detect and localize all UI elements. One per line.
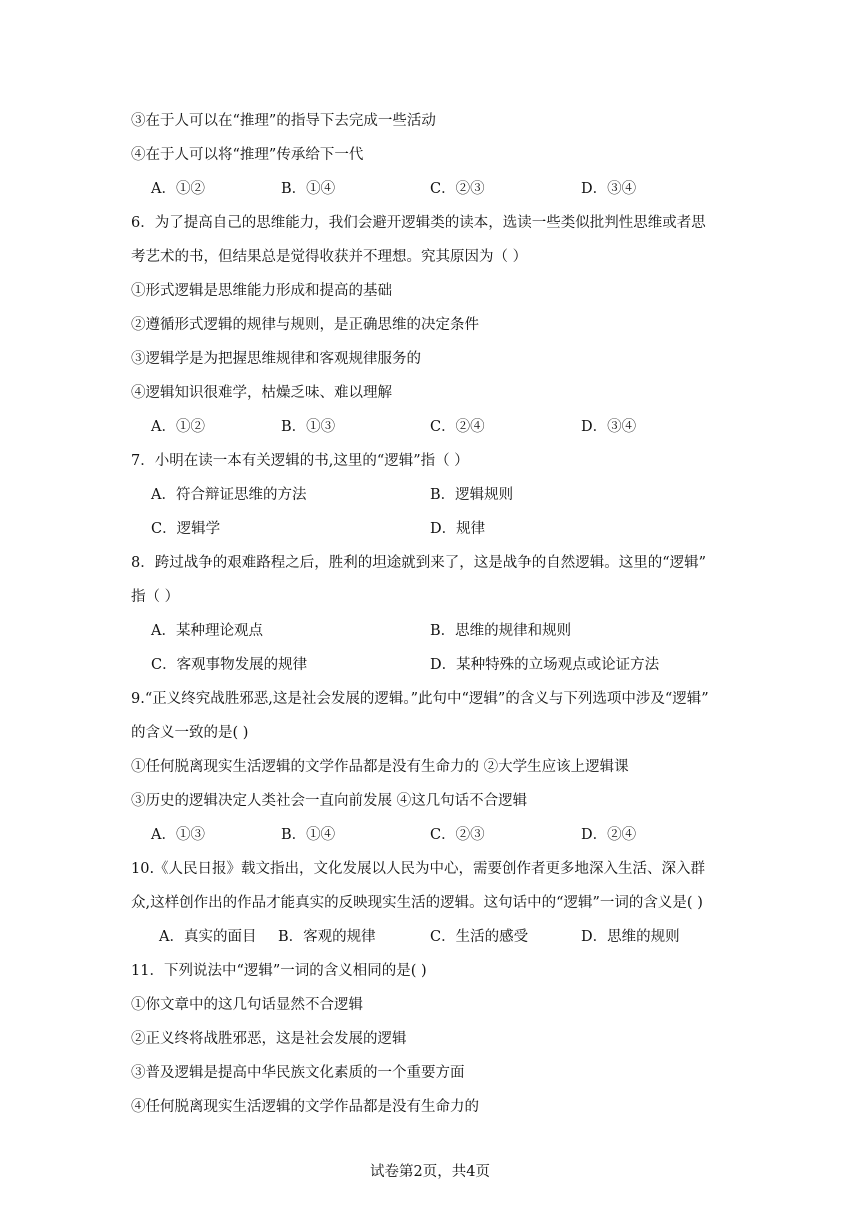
q5-option-a: A．①② — [151, 181, 205, 197]
q11-stem: 11．下列说法中“逻辑”一词的含义相同的是( ) — [131, 963, 427, 979]
q6-option-b: B．①③ — [281, 419, 336, 435]
q9-option-c: C．②③ — [430, 827, 485, 843]
q6-stem-line-1: 6．为了提高自己的思维能力，我们会避开逻辑类的读本，选读一些类似批判性思维或者思 — [131, 215, 706, 231]
q6-statement-2: ②遵循形式逻辑的规律与规则，是正确思维的决定条件 — [131, 317, 479, 333]
q5-statement-3: ③在于人可以在“推理”的指导下去完成一些活动 — [131, 113, 436, 129]
q7-option-c: C．逻辑学 — [151, 521, 221, 537]
q11-statement-4: ④任何脱离现实生活逻辑的文学作品都是没有生命力的 — [131, 1099, 479, 1115]
q10-option-c: C．生活的感受 — [430, 929, 529, 945]
q8-option-a: A．某种理论观点 — [151, 623, 263, 639]
q9-option-d: D．②④ — [581, 827, 637, 843]
q11-statement-1: ①你文章中的这几句话显然不合逻辑 — [131, 997, 363, 1013]
q6-option-c: C．②④ — [430, 419, 485, 435]
page-footer: 试卷第2页，共4页 — [370, 1164, 490, 1180]
q8-stem-line-1: 8．跨过战争的艰难路程之后，胜利的坦途就到来了，这是战争的自然逻辑。这里的“逻辑” — [131, 555, 707, 571]
q6-statement-4: ④逻辑知识很难学，枯燥乏味、难以理解 — [131, 385, 392, 401]
q9-statements-3-4: ③历史的逻辑决定人类社会一直向前发展 ④这几句话不合逻辑 — [131, 793, 528, 809]
q10-stem-line-1: 10.《人民日报》载文指出，文化发展以人民为中心，需要创作者更多地深入生活、深入群 — [131, 861, 706, 877]
q6-option-d: D．③④ — [581, 419, 637, 435]
q5-statement-4: ④在于人可以将“推理”传承给下一代 — [131, 147, 364, 163]
q6-option-a: A．①② — [151, 419, 205, 435]
q5-option-b: B．①④ — [281, 181, 336, 197]
q10-option-a: A．真实的面目 — [159, 929, 257, 945]
q10-option-b: B．客观的规律 — [278, 929, 376, 945]
q9-statements-1-2: ①任何脱离现实生活逻辑的文学作品都是没有生命力的 ②大学生应该上逻辑课 — [131, 759, 629, 775]
q9-option-b: B．①④ — [281, 827, 336, 843]
q9-option-a: A．①③ — [151, 827, 205, 843]
q11-statement-2: ②正义终将战胜邪恶，这是社会发展的逻辑 — [131, 1031, 407, 1047]
q6-statement-3: ③逻辑学是为把握思维规律和客观规律服务的 — [131, 351, 421, 367]
q7-option-b: B．逻辑规则 — [430, 487, 514, 503]
q8-stem-line-2: 指（ ） — [131, 589, 180, 605]
q6-statement-1: ①形式逻辑是思维能力形成和提高的基础 — [131, 283, 392, 299]
q10-option-d: D．思维的规则 — [581, 929, 680, 945]
q7-option-d: D．规律 — [430, 521, 486, 537]
q9-stem-line-2: 的含义一致的是( ) — [131, 725, 249, 741]
q10-stem-line-2: 众,这样创作出的作品才能真实的反映现实生活的逻辑。这句话中的“逻辑”一词的含义是( ) — [131, 895, 703, 911]
q7-option-a: A．符合辩证思维的方法 — [151, 487, 307, 503]
q9-stem-line-1: 9.“正义终究战胜邪恶,这是社会发展的逻辑。”此句中“逻辑”的含义与下列选项中涉及“逻辑” — [131, 691, 709, 707]
q7-stem: 7．小明在读一本有关逻辑的书,这里的“逻辑”指（ ） — [131, 453, 469, 469]
q6-stem-line-2: 考艺术的书，但结果总是觉得收获并不理想。究其原因为（ ） — [131, 249, 528, 265]
q11-statement-3: ③普及逻辑是提高中华民族文化素质的一个重要方面 — [131, 1065, 465, 1081]
q5-option-d: D．③④ — [581, 181, 637, 197]
q8-option-d: D．某种特殊的立场观点或论证方法 — [430, 657, 660, 673]
q5-option-c: C．②③ — [430, 181, 485, 197]
q8-option-c: C．客观事物发展的规律 — [151, 657, 308, 673]
q8-option-b: B．思维的规律和规则 — [430, 623, 572, 639]
